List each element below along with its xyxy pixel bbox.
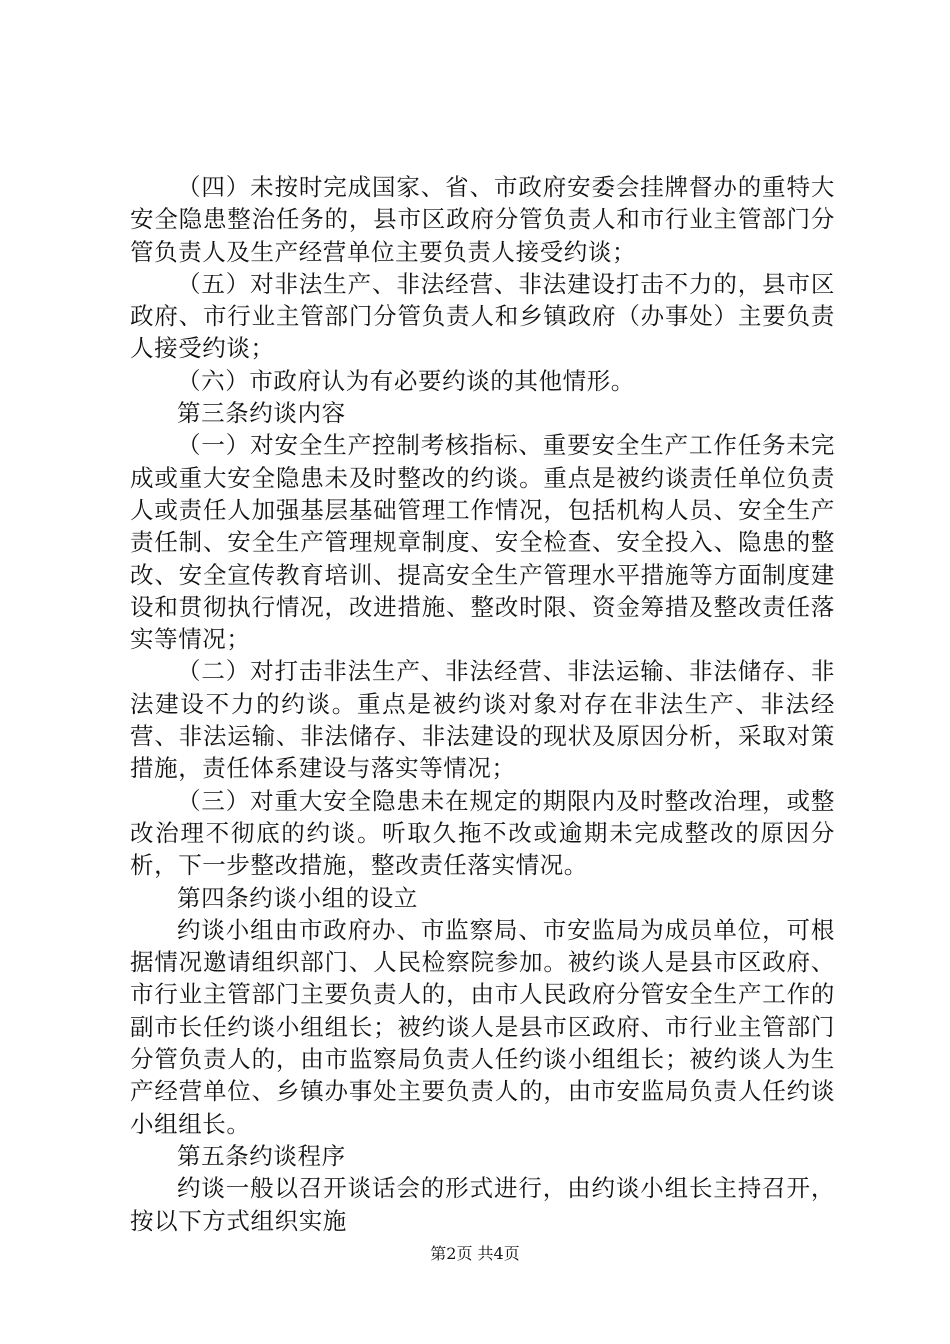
- paragraph-item-4: （四）未按时完成国家、省、市政府安委会挂牌督办的重特大安全隐患整治任务的，县市区政府分管负责人和市行业主管部门分管负责人及生产经营单位主要负责人接受约谈；: [130, 173, 835, 266]
- page-number-footer: 第2页 共4页: [430, 1244, 520, 1263]
- paragraph-item-5: （五）对非法生产、非法经营、非法建设打击不力的，县市区政府、市行业主管部门分管负责人和乡镇政府（办事处）主要负责人接受约谈；: [130, 269, 835, 363]
- paragraph-item-6: （六）市政府认为有必要约谈的其他情形。: [177, 366, 635, 395]
- paragraph-item-2: （二）对打击非法生产、非法经营、非法运输、非法储存、非法建设不力的约谈。重点是被约谈对象对存在非法生产、非法经营、非法运输、非法储存、非法建设的现状及原因分析，采取对策措施，责任体系建设与落实等情况；: [130, 657, 835, 783]
- section-heading-article-5: 第五条约谈程序: [177, 1141, 346, 1170]
- paragraph-item-3: （三）对重大安全隐患未在规定的期限内及时整改治理，或整改治理不彻底的约谈。听取久拖不改或逾期未完成整改的原因分析，下一步整改措施，整改责任落实情况。: [130, 786, 835, 880]
- paragraph-group-setup: 约谈小组由市政府办、市监察局、市安监局为成员单位，可根据情况邀请组织部门、人民检察院参加。被约谈人是县市区政府、市行业主管部门主要负责人的，由市人民政府分管安全生产工作的副市长任约谈小组组长；被约谈人是县市区政府、市行业主管部门分管负责人的，由市监察局负责人任约谈小组组长；被约谈人为生产经营单位、乡镇办事处主要负责人的，由市安监局负责人任约谈小组组长。: [130, 915, 835, 1138]
- section-heading-article-3: 第三条约谈内容: [177, 399, 346, 428]
- document-body: [130, 171, 835, 1237]
- paragraph-procedure: 约谈一般以召开谈话会的形式进行，由约谈小组长主持召开，按以下方式组织实施: [130, 1174, 835, 1235]
- paragraph-item-1: （一）对安全生产控制考核指标、重要安全生产工作任务未完成或重大安全隐患未及时整改的约谈。重点是被约谈责任单位负责人或责任人加强基层基础管理工作情况，包括机构人员、安全生产责任制、安全生产管理规章制度、安全检查、安全投入、隐患的整改、安全宣传教育培训、提高安全生产管理水平措施等方面制度建设和贯彻执行情况，改进措施、整改时限、资金筹措及整改责任落实等情况；: [130, 431, 835, 654]
- section-heading-article-4: 第四条约谈小组的设立: [177, 883, 418, 912]
